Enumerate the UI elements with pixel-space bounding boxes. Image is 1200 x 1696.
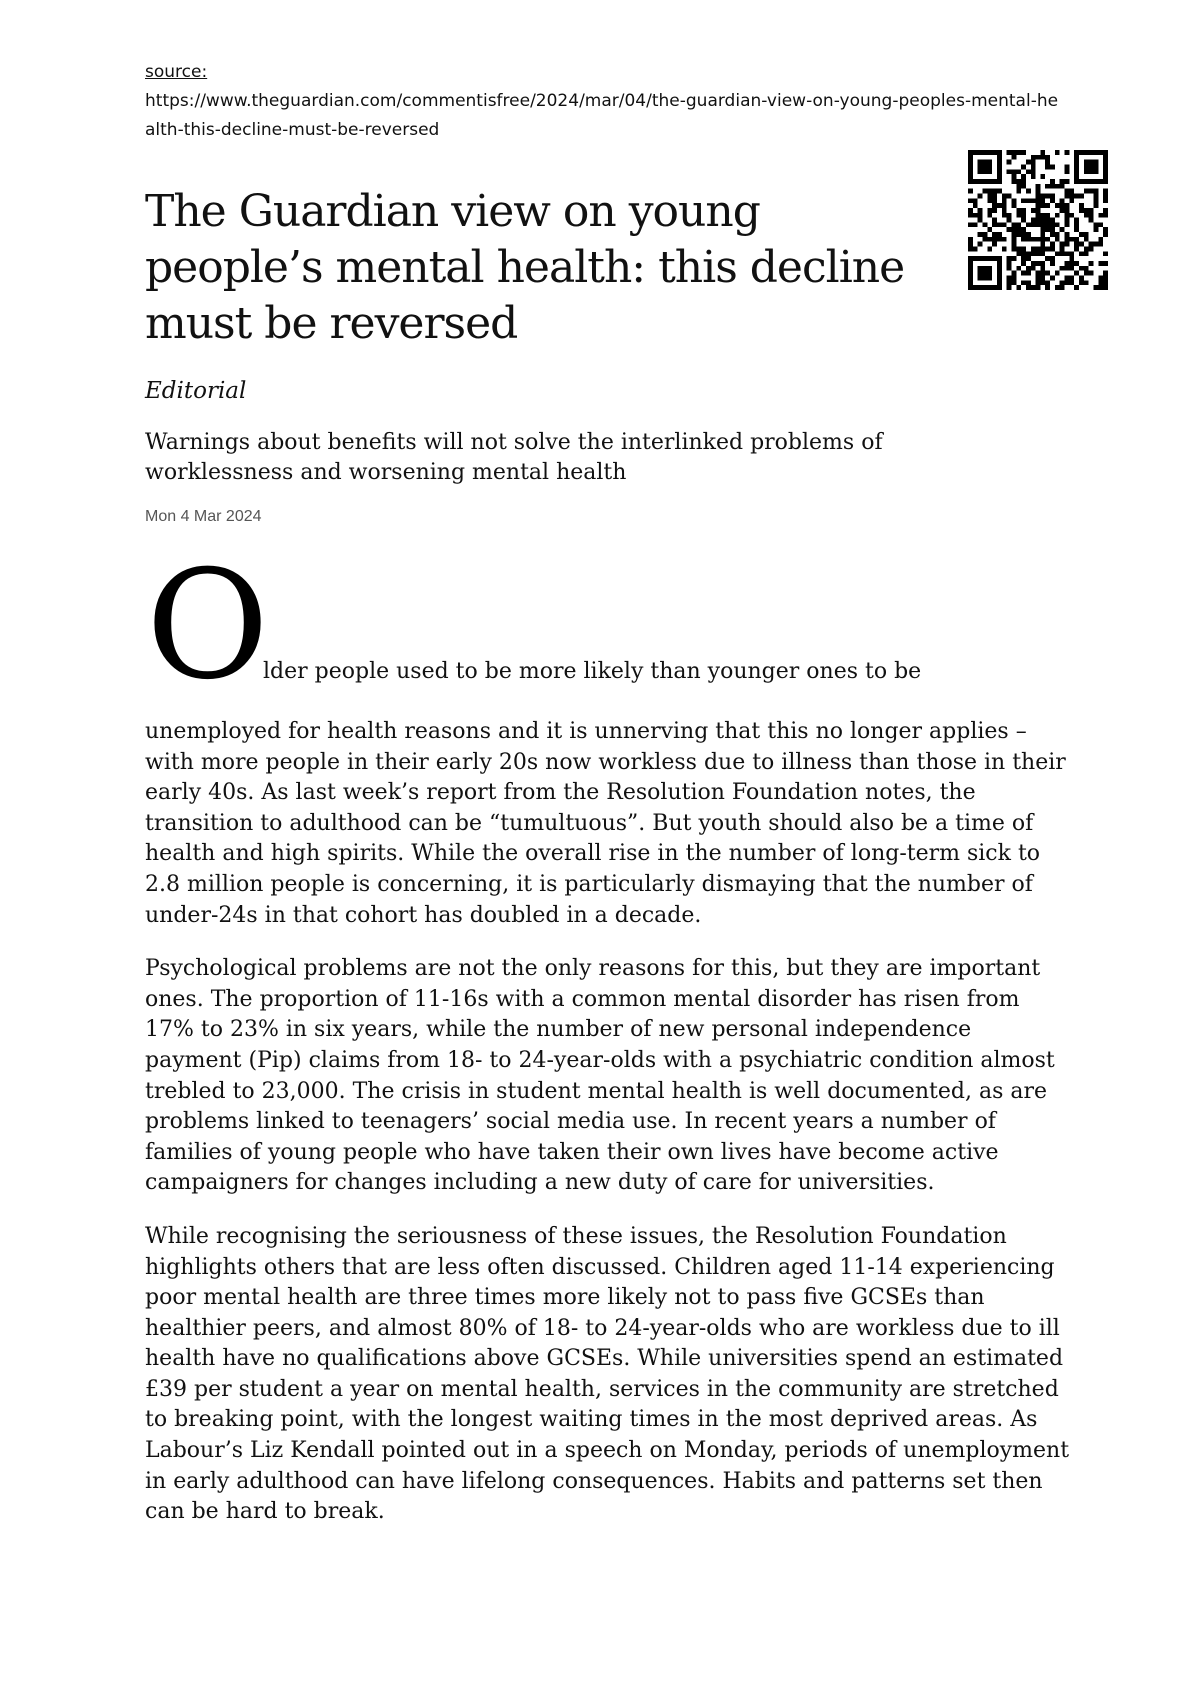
qr-code-icon — [968, 150, 1108, 290]
article-body — [145, 717, 1070, 1551]
source-url-link[interactable]: https://www.theguardian.com/commentisfree/2024/mar/04/the-guardian-view-on-young-peoples-mental-health-this-decline-must-be-reversed — [145, 91, 1059, 140]
body-paragraph: Psychological problems are not the only reasons for this, but they are important ones. The proportion of 11-16s with a common mental disorder has risen from 17% to 23% in six years, while the number of new personal independence payment (Pip) claims from 18- to 24-year-olds with a psychiatric condition almost trebled to 23,000. The crisis in student mental health is well documented, as are problems linked to teenagers’ social media use. In recent years a number of families of young people who have taken their own lives have become active campaigners for changes including a new duty of care for universities. — [145, 956, 1055, 1196]
section-label: Editorial — [145, 378, 247, 404]
publication-date: Mon 4 Mar 2024 — [145, 508, 262, 525]
source-label: source: — [145, 62, 208, 82]
body-paragraph: While recognising the seriousness of these issues, the Resolution Foundation highlights others that are less often discussed. Children aged 11-14 experiencing poor mental health are three times more likely not to pass five GCSEs than healthier peers, and almost 80% of 18- to 24-year-olds who are workless due to ill health have no qualifications above GCSEs. While universities spend an estimated £39 per student a year on mental health, services in the community are stretched to breaking point, with the longest waiting times in the most deprived areas. As Labour’s Liz Kendall pointed out in a speech on Monday, periods of unemployment in early adulthood can have lifelong consequences. Habits and patterns set then can be hard to break. — [145, 1223, 1070, 1525]
body-paragraph: unemployed for health reasons and it is unnerving that this no longer applies – with more people in their early 20s now workless due to illness than those in their early 40s. As last week’s report from the Resolution Foundation notes, the transition to adulthood can be “tumultuous”. But youth should also be a time of health and high spirits. While the overall rise in the number of long-term sick to 2.8 million people is concerning, it is particularly dismaying that the number of under-24s in that cohort has doubled in a decade. — [145, 719, 1066, 928]
article-standfirst: Warnings about benefits will not solve the interlinked problems of worklessness and worsening mental health — [145, 430, 883, 485]
drop-cap: O — [146, 539, 269, 713]
article-headline: The Guardian view on young people’s mental health: this decline must be reversed — [145, 186, 905, 349]
source-block — [145, 58, 1065, 145]
first-line-text: lder people used to be more likely than younger ones to be — [263, 659, 922, 684]
